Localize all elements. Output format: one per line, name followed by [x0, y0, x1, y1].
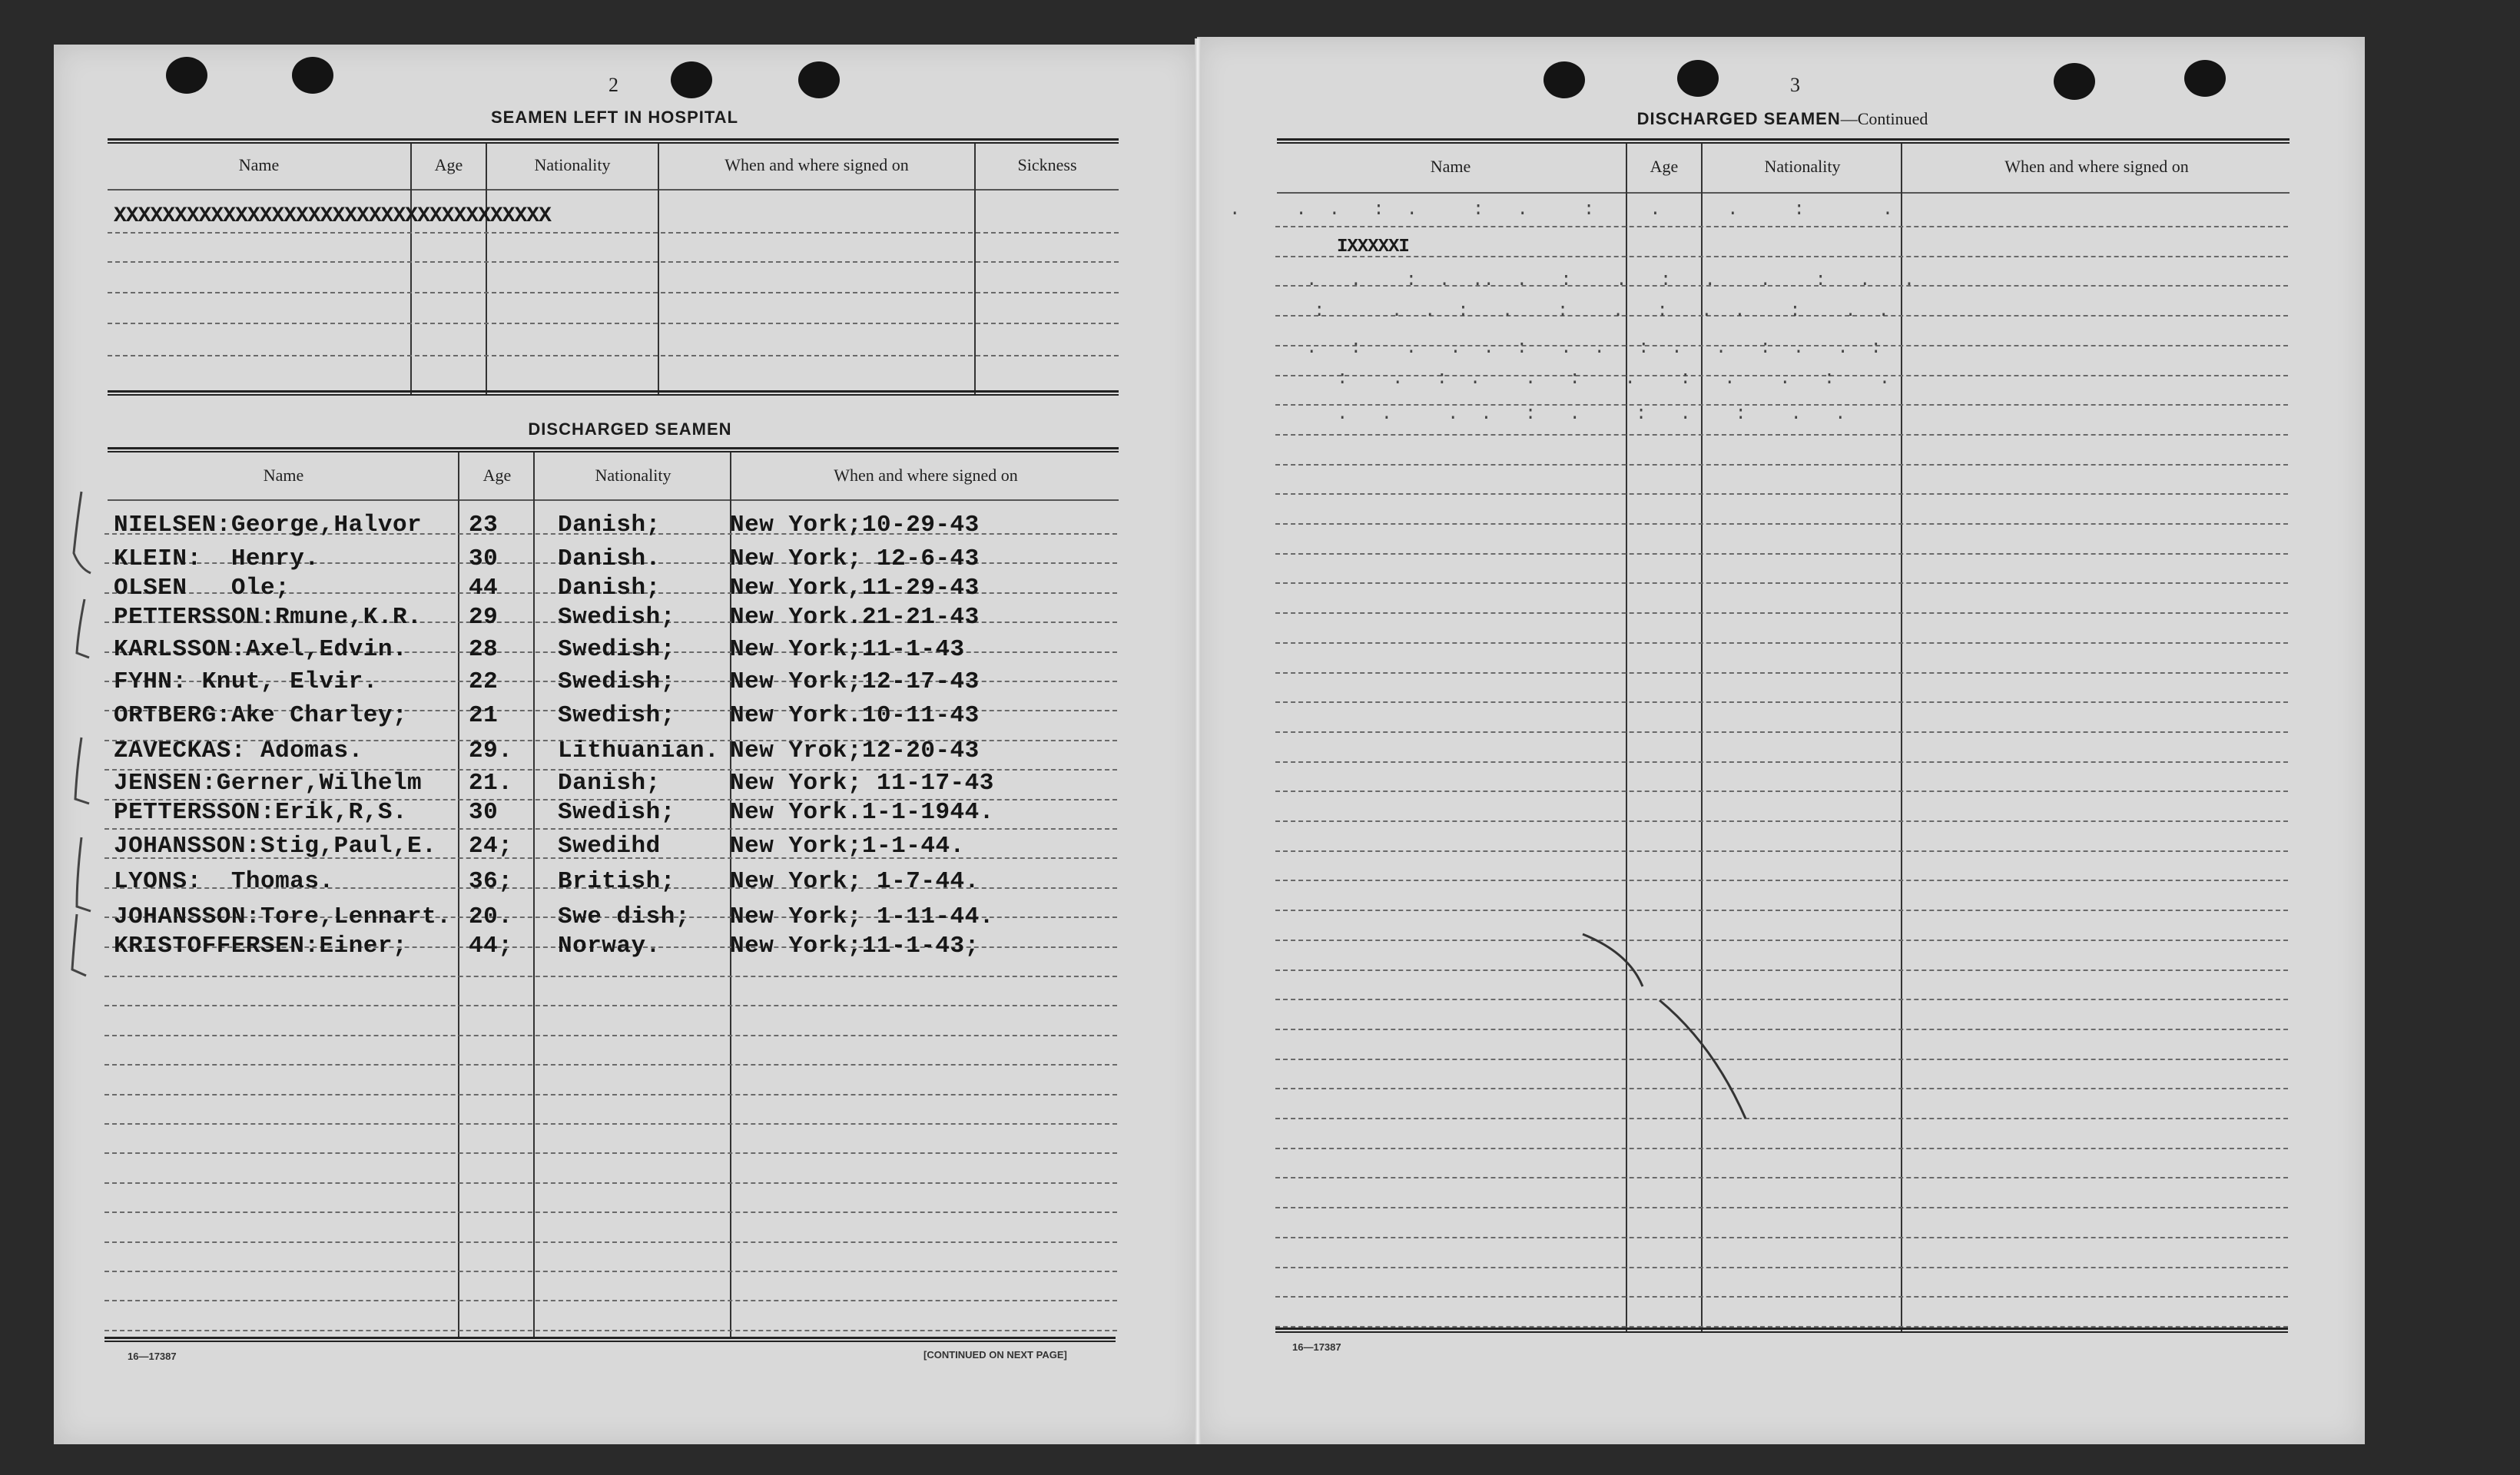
col-header-sickness: Sickness: [1017, 155, 1077, 174]
faint-erasure-marks: . : . . . : . . : . . : . . :: [1306, 338, 1882, 359]
title-continued: —Continued: [1840, 109, 1928, 128]
seaman-signed-on: New York; 11-17-43: [730, 770, 994, 797]
seaman-age: 23: [469, 512, 499, 539]
seaman-age: 20.: [469, 903, 513, 930]
col-header-name: Name: [1430, 157, 1471, 176]
title-main: DISCHARGED SEAMEN: [1636, 109, 1841, 128]
seaman-nationality: Swedish;: [558, 799, 675, 826]
seaman-signed-on: New York; 12-6-43: [730, 545, 980, 572]
seaman-nationality: Swedish;: [558, 668, 675, 695]
seaman-nationality: Danish;: [558, 575, 661, 602]
seaman-nationality: Norway.: [558, 933, 661, 960]
col-header-name: Name: [238, 155, 280, 174]
faint-erasure-marks: : . . : . : . : . . : . .: [1314, 301, 1889, 322]
seaman-signed-on: New Yrok;12-20-43: [730, 738, 980, 764]
seaman-signed-on: New York.21-21-43: [730, 604, 980, 631]
seaman-signed-on: New York,11-29-43: [730, 575, 980, 602]
seaman-signed-on: New York.10-11-43: [730, 702, 980, 729]
col-header-nationality: Nationality: [595, 466, 671, 485]
seaman-signed-on: New York;11-1-43;: [730, 933, 980, 960]
col-header-signed-on: When and where signed on: [724, 155, 909, 174]
seaman-nationality: Lithuanian.: [558, 738, 720, 764]
seaman-nationality: Swedihd: [558, 833, 661, 860]
form-number: 16—17387: [128, 1351, 177, 1362]
page-number: 3: [1790, 74, 1800, 96]
seaman-nationality: Danish;: [558, 512, 661, 539]
seaman-name: KARLSSON:Axel,Edvin.: [114, 636, 408, 663]
seaman-signed-on: New York.1-1-1944.: [730, 799, 994, 826]
struck-text: IXXXXXI: [1337, 237, 1409, 257]
seaman-signed-on: New York;1-1-44.: [730, 833, 965, 860]
seaman-name: JENSEN:Gerner,Wilhelm: [114, 770, 423, 797]
col-header-nationality: Nationality: [534, 155, 611, 174]
form-number: 16—17387: [1292, 1341, 1341, 1353]
seaman-signed-on: New York;10-29-43: [730, 512, 980, 539]
seaman-name: JOHANSSON:Stig,Paul,E.: [114, 833, 437, 860]
faint-erasure-marks: . . . . : . : . : . .: [1337, 404, 1846, 425]
seaman-signed-on: New York; 1-11-44.: [730, 903, 994, 930]
seaman-signed-on: New York;11-1-43: [730, 636, 965, 663]
seaman-name: PETTERSSON:Rmune,K.R.: [114, 604, 423, 631]
seaman-nationality: British;: [558, 868, 675, 895]
seaman-age: 29.: [469, 738, 513, 764]
seaman-age: 44;: [469, 933, 513, 960]
faint-erasure-marks: . . : . .. . : . : . . : . .: [1306, 270, 1915, 291]
col-header-name: Name: [263, 466, 304, 485]
seaman-nationality: Swedish;: [558, 702, 675, 729]
col-header-signed-on: When and where signed on: [834, 466, 1018, 485]
crossed-out-entry: XXXXXXXXXXXXXXXXXXXXXXXXXXXXXXXXXXXX: [114, 204, 551, 228]
faint-erasure-marks: : . : . . : . : . . : .: [1337, 369, 1891, 389]
seaman-name: LYONS: Thomas.: [114, 868, 334, 895]
page-number: 2: [608, 74, 618, 96]
hospital-section-title: SEAMEN LEFT IN HOSPITAL: [490, 108, 739, 127]
seaman-name: JOHANSSON:Tore,Lennart.: [114, 903, 452, 930]
seaman-name: NIELSEN:George,Halvor: [114, 512, 423, 539]
seaman-age: 24;: [469, 833, 513, 860]
seaman-age: 21.: [469, 770, 513, 797]
seaman-name: PETTERSSON:Erik,R,S.: [114, 799, 408, 826]
seaman-name: OLSEN Ole;: [114, 575, 290, 602]
seaman-age: 36;: [469, 868, 513, 895]
seaman-nationality: Swe dish;: [558, 903, 690, 930]
col-header-age: Age: [434, 155, 463, 174]
seaman-age: 44: [469, 575, 499, 602]
seaman-age: 30: [469, 545, 499, 572]
seaman-age: 28: [469, 636, 499, 663]
seaman-age: 30: [469, 799, 499, 826]
continued-note: [CONTINUED ON NEXT PAGE]: [923, 1349, 1067, 1361]
col-header-nationality: Nationality: [1764, 157, 1841, 176]
faint-erasure-marks: . . . : . : . : . . : .: [1229, 200, 1894, 220]
col-header-age: Age: [482, 466, 512, 485]
col-header-age: Age: [1650, 157, 1679, 176]
seaman-signed-on: New York; 1-7-44.: [730, 868, 980, 895]
seaman-age: 22: [469, 668, 499, 695]
seaman-nationality: Swedish;: [558, 636, 675, 663]
seaman-name: FYHN: Knut, Elvir.: [114, 668, 378, 695]
seaman-nationality: Swedish;: [558, 604, 675, 631]
col-header-signed-on: When and where signed on: [2004, 157, 2189, 176]
seaman-age: 29: [469, 604, 499, 631]
seaman-name: ORTBERG:Ake Charley;: [114, 702, 408, 729]
seaman-age: 21: [469, 702, 499, 729]
seaman-name: KRISTOFFERSEN:Einer;: [114, 933, 408, 960]
seaman-name: KLEIN: Henry.: [114, 545, 320, 572]
seaman-nationality: Danish.: [558, 545, 661, 572]
seaman-signed-on: New York;12-17-43: [730, 668, 980, 695]
seaman-nationality: Danish;: [558, 770, 661, 797]
discharged-section-title: DISCHARGED SEAMEN: [528, 419, 732, 439]
seaman-name: ZAVECKAS: Adomas.: [114, 738, 363, 764]
